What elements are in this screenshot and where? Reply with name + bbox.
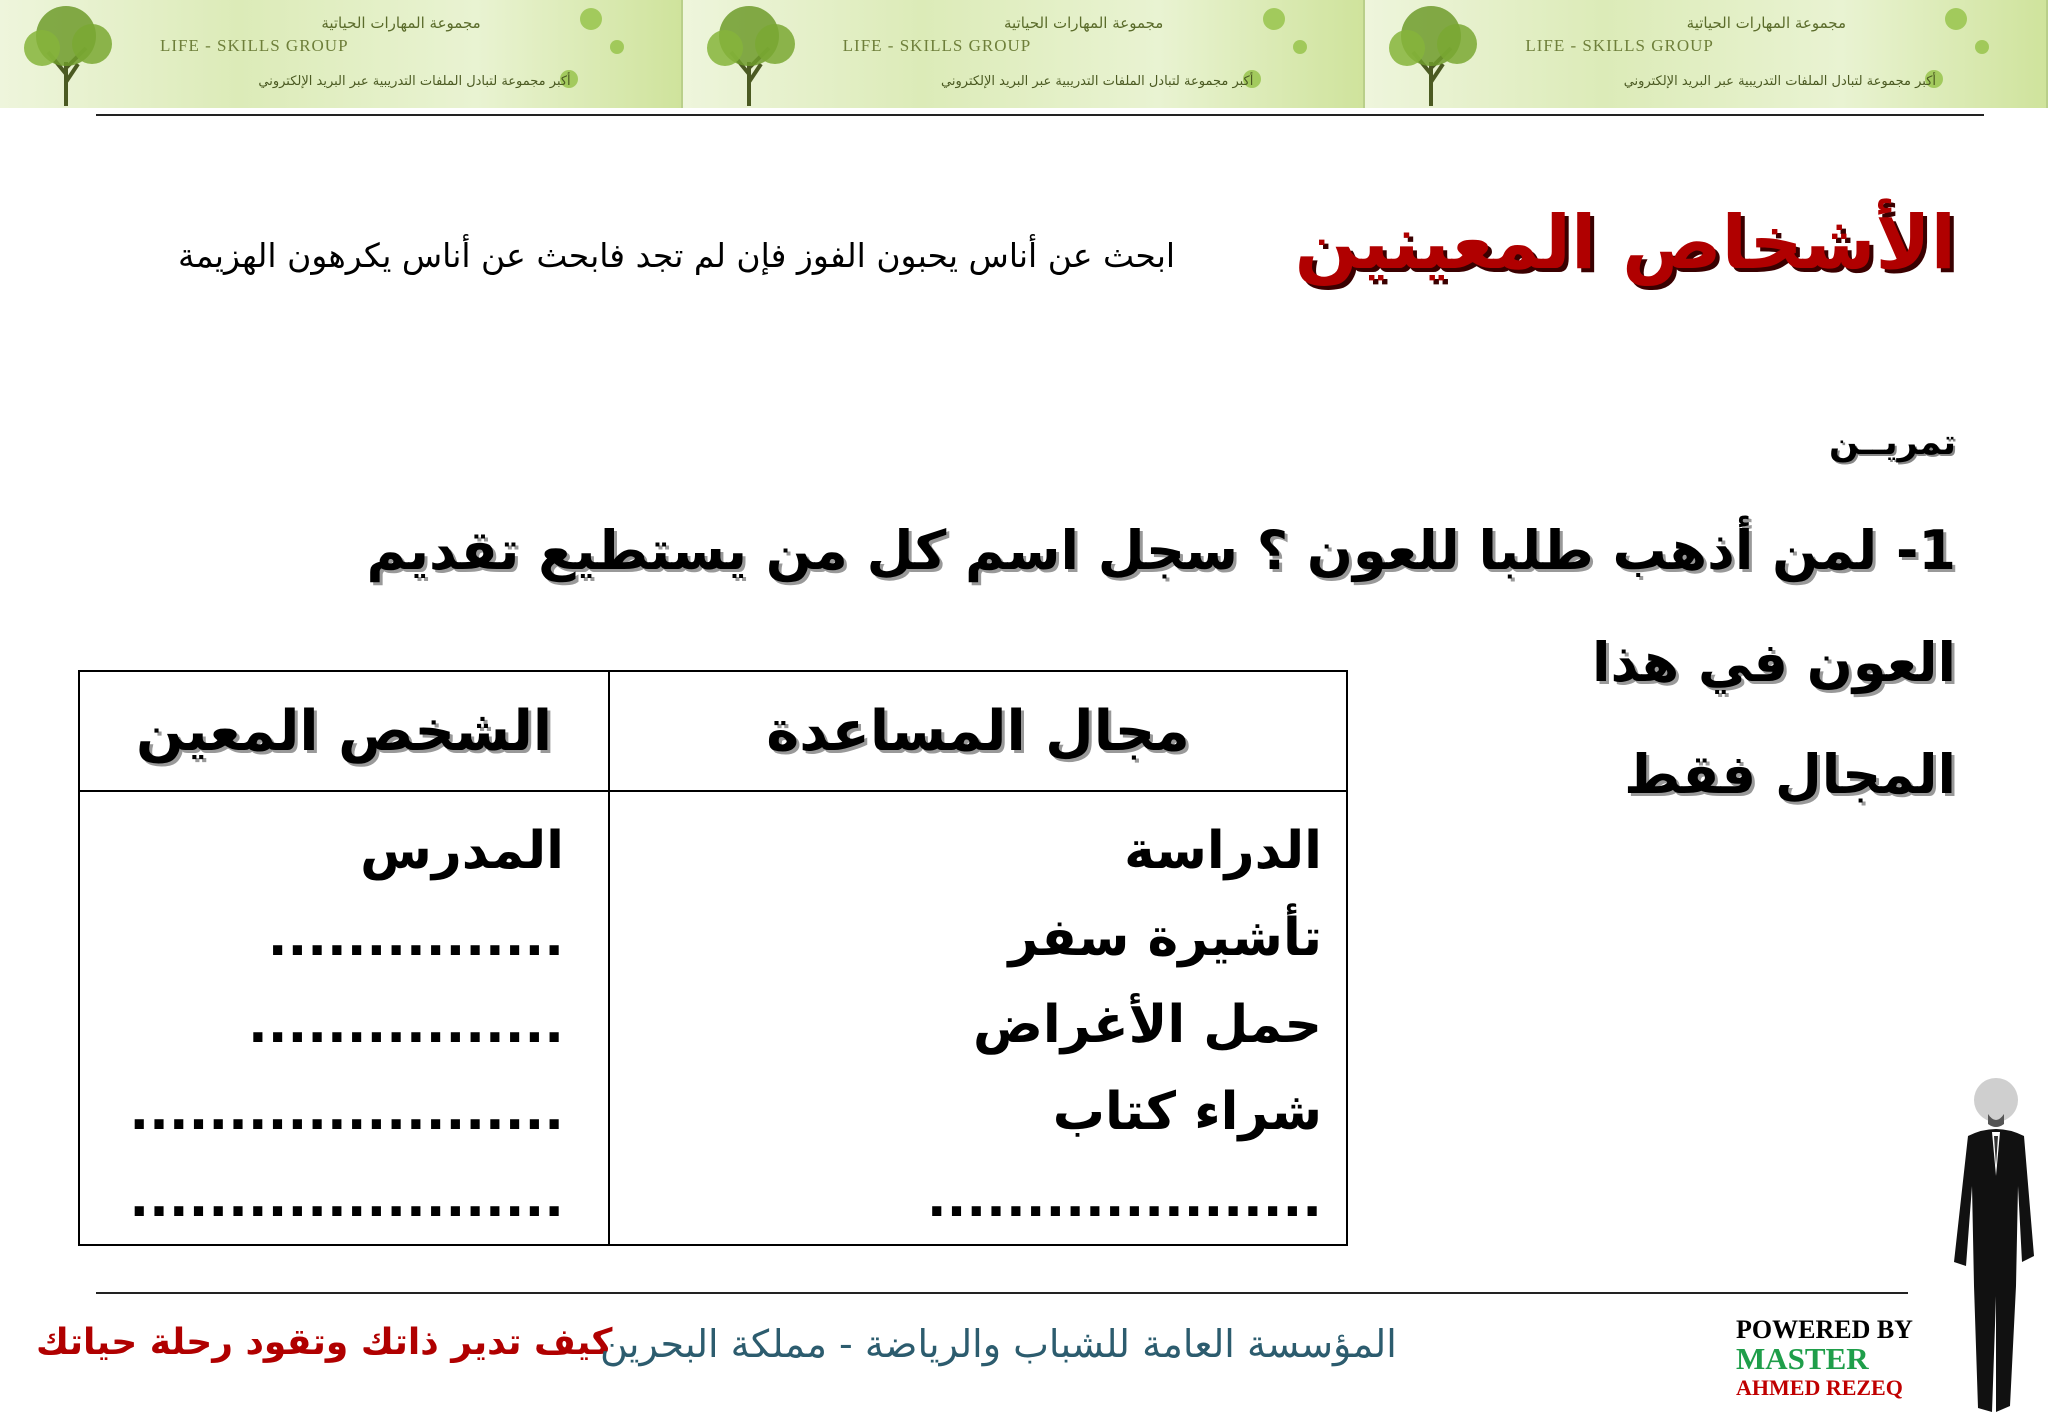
question-line: 1- لمن أذهب طلبا للعون ؟ سجل اسم كل من يستطيع تقديم العون في هذا [366,519,1956,694]
banner-tagline: أكبر مجموعة لتبادل الملفات التدريبية عبر البريد الإلكتروني [941,74,1254,89]
person-entry: ............... [267,908,564,968]
presenter-silhouette-icon [1938,1066,2048,1418]
banner-tagline: أكبر مجموعة لتبادل الملفات التدريبية عبر البريد الإلكتروني [258,74,571,89]
footer-slogan: كيف تدير ذاتك وتقود رحلة حياتك [36,1322,613,1363]
area-entry: الدراسة [1124,821,1322,881]
banner-english-name: LIFE - SKILLS GROUP [160,36,349,55]
area-entry: تأشيرة سفر [1008,908,1322,968]
person-column [79,791,609,1245]
decor-bubble [1293,40,1307,54]
banner-arabic-name: مجموعة المهارات الحياتية [1686,14,1847,32]
decor-bubble [580,8,602,30]
decor-bubble [1945,8,1967,30]
decor-bubble [1263,8,1285,30]
header-banner-strip [0,0,2048,108]
area-entry: حمل الأغراض [972,995,1322,1055]
person-entry: ...................... [129,1082,564,1142]
tree-logo-icon [691,2,811,106]
person-entry: المدرس [360,821,564,881]
slide-quote: ابحث عن أناس يحبون الفوز فإن لم تجد فابحث عن أناس يكرهون الهزيمة [178,236,1176,275]
banner-english-name: LIFE - SKILLS GROUP [842,36,1032,55]
banner-tile [683,0,1366,108]
tree-logo-icon [8,2,128,106]
author-name: AHMED REZEQ [1736,1374,1903,1400]
person-entry: ...................... [129,1169,564,1229]
area-entry: .................... [926,1169,1322,1229]
banner-arabic-name: مجموعة المهارات الحياتية [321,14,481,32]
question-line: المجال فقط [1624,743,1956,806]
header-divider [96,114,1984,116]
exercise-label: تمريــن [1829,423,1956,463]
banner-english-name: LIFE - SKILLS GROUP [1525,36,1714,55]
header-area: مجال المساعدة [609,671,1347,791]
decor-bubble [610,40,624,54]
area-entry: شراء كتاب [1052,1082,1322,1142]
slide-title: الأشخاص المعينين [1294,200,1956,286]
footer-organization: المؤسسة العامة للشباب والرياضة - مملكة البحرين [600,1322,1397,1366]
decor-bubble [1975,40,1989,54]
footer-divider [96,1292,1908,1294]
powered-by-block [1736,1316,1913,1399]
banner-tagline: أكبر مجموعة لتبادل الملفات التدريبية عبر البريد الإلكتروني [1623,74,1937,89]
tree-logo-icon [1373,2,1493,106]
help-table [78,670,1348,1246]
header-person: الشخص المعين [79,671,609,791]
banner-arabic-name: مجموعة المهارات الحياتية [1003,14,1164,32]
person-entry: ................ [247,995,564,1055]
banner-tile [0,0,683,108]
powered-by-label: POWERED BY [1736,1315,1913,1344]
banner-tile [1365,0,2048,108]
area-column [609,791,1347,1245]
brand-name: MASTER [1736,1341,1869,1377]
